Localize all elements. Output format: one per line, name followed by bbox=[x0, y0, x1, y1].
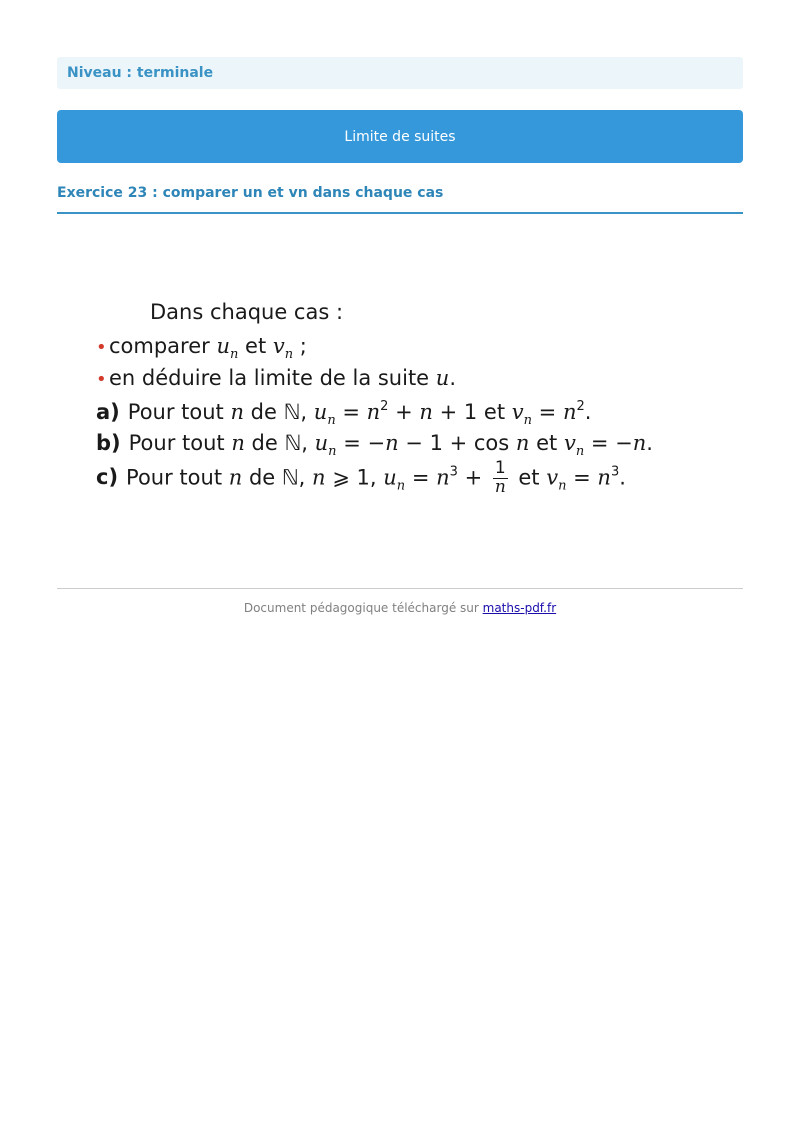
exercise-title: Exercice 23 : comparer un et vn dans chaque cas bbox=[57, 185, 743, 214]
item-a: a) Pour tout n de ℕ, $u_n = n^2 + n + 1$ et $v_n = n^2$. bbox=[96, 399, 592, 428]
exercise-statement bbox=[96, 296, 653, 511]
fraction: $\frac{1}{n}$ bbox=[494, 458, 506, 497]
level-box bbox=[57, 57, 743, 89]
bullet-compare: • comparer $u_n$ et $v_n$ ; bbox=[96, 334, 307, 362]
statement-intro: Dans chaque cas : bbox=[150, 300, 344, 324]
item-b: b) Pour tout n de ℕ, $u_n = -n - 1 + \cos n$ et $v_n = -n$. bbox=[96, 431, 653, 459]
chapter-title: Limite de suites bbox=[344, 128, 456, 145]
item-c: c) Pour tout n de ℕ, n ⩾ 1, $u_n = n^3$ + $\frac{1}{n}$ et $v_n = n^3$. bbox=[96, 458, 626, 497]
level-label: Niveau : terminale bbox=[67, 65, 214, 81]
bullet-deduce: • en déduire la limite de la suite u. bbox=[96, 366, 457, 390]
bullet-icon: • bbox=[96, 337, 107, 358]
footer-text: Document pédagogique téléchargé sur bbox=[243, 601, 483, 615]
footer-divider bbox=[57, 588, 743, 589]
chapter-banner bbox=[57, 110, 743, 163]
bullet-icon: • bbox=[96, 369, 107, 390]
footer bbox=[57, 601, 743, 615]
footer-link[interactable]: maths-pdf.fr bbox=[482, 601, 557, 615]
